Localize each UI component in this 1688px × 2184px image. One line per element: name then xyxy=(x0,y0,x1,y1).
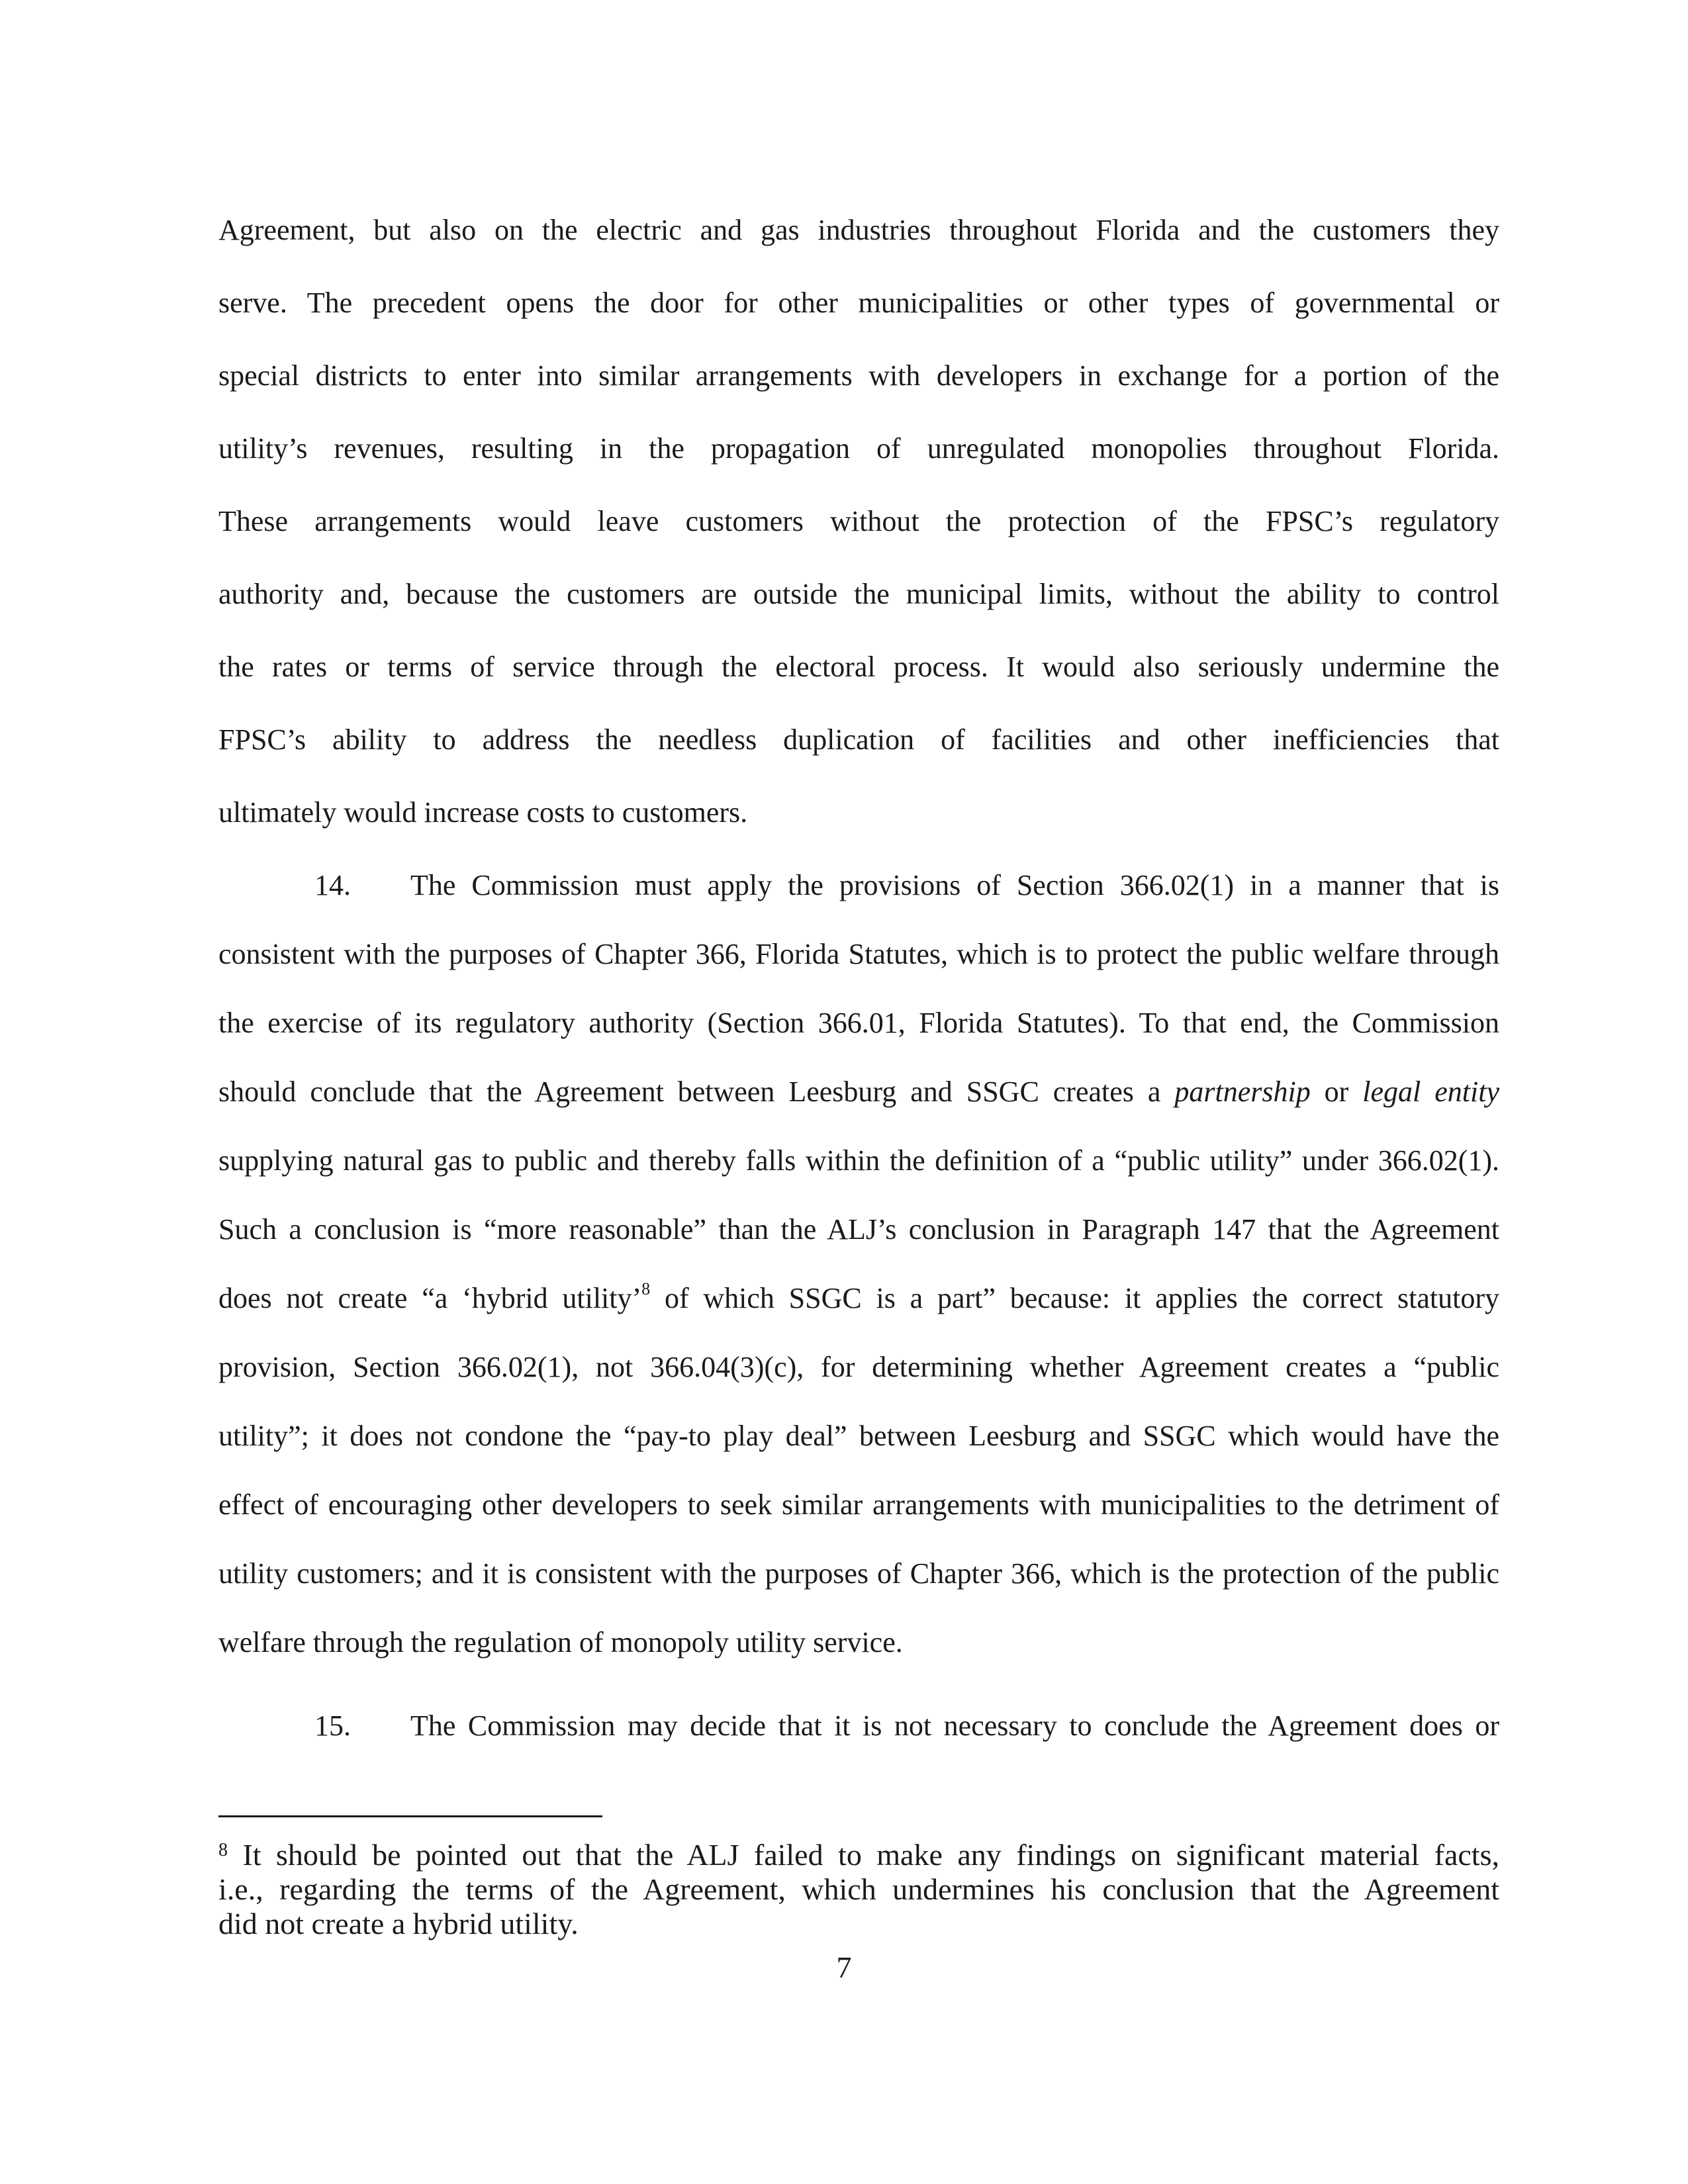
body-line: authority and, because the customers are outside the municipal limits, without the ability to control xyxy=(218,578,1499,610)
body-line: provision, Section 366.02(1), not 366.04(3)(c), for determining whether Agreement creates a “public xyxy=(218,1351,1499,1383)
body-line: The Commission may decide that it is not necessary to conclude the Agreement does or xyxy=(410,1709,1499,1742)
body-line: utility’s revenues, resulting in the propagation of unregulated monopolies throughout Florida. xyxy=(218,432,1499,465)
body-line: utility customers; and it is consistent with the purposes of Chapter 366, which is the protection of the public xyxy=(218,1557,1499,1590)
footnote-line: did not create a hybrid utility. xyxy=(218,1907,579,1940)
page-number: 7 xyxy=(836,1950,852,1984)
emphasis-partnership: partnership xyxy=(1174,1075,1311,1108)
footnote-reference: 8 xyxy=(641,1279,651,1299)
body-line: Agreement, but also on the electric and gas industries throughout Florida and the customers they xyxy=(218,214,1499,246)
body-line: consistent with the purposes of Chapter 366, Florida Statutes, which is to protect the public welfare through xyxy=(218,938,1499,970)
emphasis-legal-entity: legal entity xyxy=(1362,1075,1499,1108)
body-line: does not create “a ‘hybrid utility’$^8$ of which SSGC is a part” because: it applies the correct statutory xyxy=(218,1279,1499,1314)
body-line: special districts to enter into similar arrangements with developers in exchange for a portion of the xyxy=(218,359,1499,392)
body-line: The Commission must apply the provisions of Section 366.02(1) in a manner that is xyxy=(410,869,1499,901)
footnote-separator xyxy=(218,1815,602,1817)
paragraph-number: 14. xyxy=(314,869,351,901)
body-line: FPSC’s ability to address the needless duplication of facilities and other inefficiencies that xyxy=(218,723,1499,756)
body-line: These arrangements would leave customers without the protection of the FPSC’s regulatory xyxy=(218,505,1499,537)
paragraph-15-first-line xyxy=(314,1706,1499,1746)
body-line: should conclude that the Agreement between Leesburg and SSGC creates a partnership or legal entity xyxy=(218,1075,1499,1108)
body-line: the exercise of its regulatory authority (Section 366.01, Florida Statutes). To that end, the Commission xyxy=(218,1007,1499,1039)
footnote-line: $^8$ It should be pointed out that the ALJ failed to make any findings on significant material facts, xyxy=(218,1838,1499,1872)
footnote-mark: 8 xyxy=(218,1840,228,1860)
paragraph-number: 15. xyxy=(314,1709,351,1742)
footnote-line: i.e., regarding the terms of the Agreement, which undermines his conclusion that the Agreement xyxy=(218,1872,1499,1906)
body-line: serve. The precedent opens the door for other municipalities or other types of governmental or xyxy=(218,287,1499,319)
body-line: effect of encouraging other developers to seek similar arrangements with municipalities to the detriment of xyxy=(218,1488,1499,1521)
body-line: ultimately would increase costs to customers. xyxy=(218,796,748,829)
paragraph-14-first-line xyxy=(314,866,1499,905)
body-line: supplying natural gas to public and thereby falls within the definition of a “public utility” under 366.02(1). xyxy=(218,1144,1499,1177)
body-line: the rates or terms of service through the electoral process. It would also seriously undermine the xyxy=(218,651,1499,683)
body-line: utility”; it does not condone the “pay-to play deal” between Leesburg and SSGC which would have the xyxy=(218,1420,1499,1452)
body-line: Such a conclusion is “more reasonable” than the ALJ’s conclusion in Paragraph 147 that the Agreement xyxy=(218,1213,1499,1246)
body-line: welfare through the regulation of monopoly utility service. xyxy=(218,1626,903,1659)
